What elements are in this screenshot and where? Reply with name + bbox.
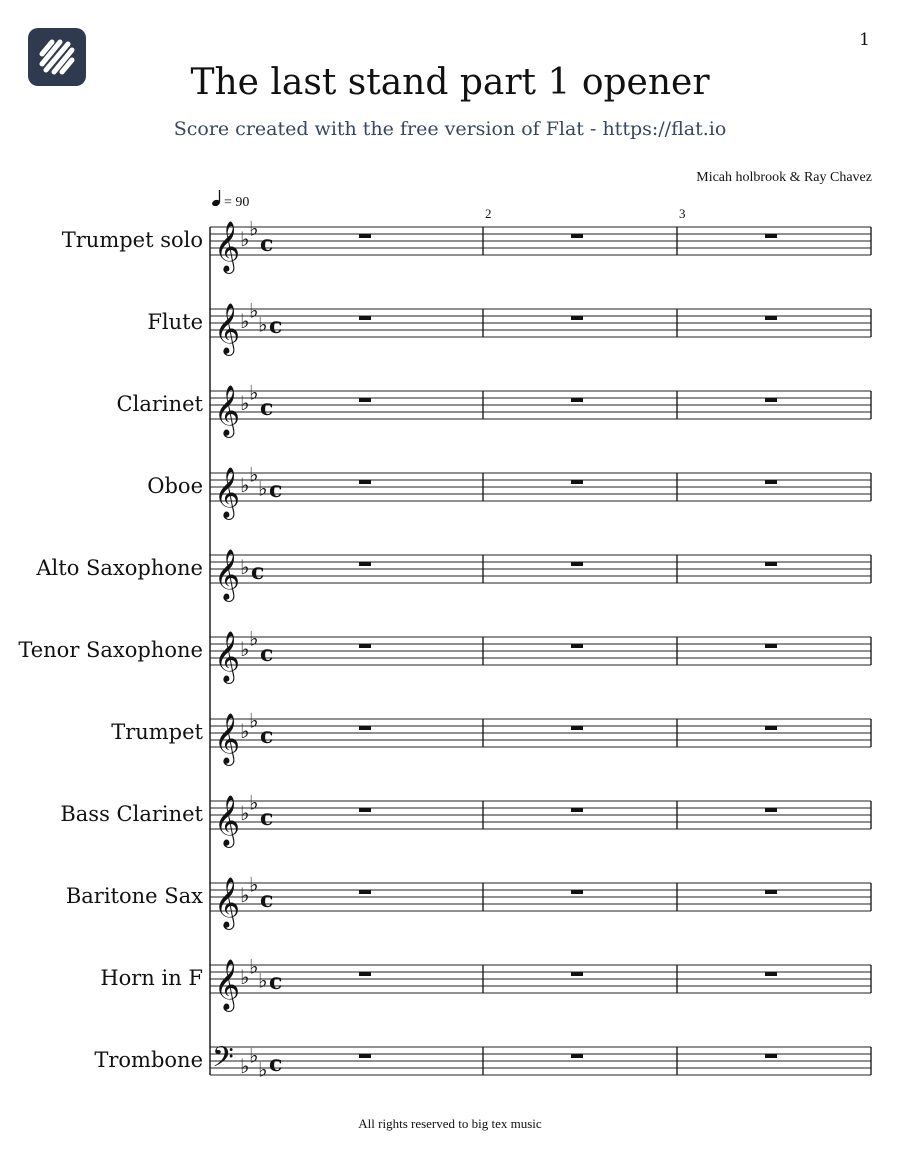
common-time-icon: c [269,1051,283,1077]
flat-icon: ♭ [249,216,259,241]
whole-rest-icon [571,644,583,648]
footer-copyright: All rights reserved to big tex music [358,1116,542,1131]
instrument-label: Trombone [94,1048,203,1072]
bass-clef-icon: 𝄢 [212,1041,234,1081]
whole-rest-icon [571,1054,583,1058]
score-title: The last stand part 1 opener [190,62,710,103]
flat-icon: ♭ [258,968,268,993]
treble-clef-icon: 𝄞 [214,467,241,518]
flat-icon: ♭ [240,883,250,907]
flat-icon: ♭ [258,476,268,501]
whole-rest-icon [571,808,583,812]
treble-clef-icon: 𝄞 [214,713,241,764]
common-time-icon: c [260,231,274,257]
composer-credit: Micah holbrook & Ray Chavez [696,170,872,185]
common-time-icon: c [269,477,283,503]
whole-rest-icon [359,1054,371,1058]
whole-rest-icon [765,480,777,484]
treble-clef-icon: 𝄞 [214,385,241,436]
whole-rest-icon [571,972,583,976]
flat-icon: ♭ [249,790,259,815]
flat-icon: ♭ [240,473,250,497]
common-time-icon: c [260,887,274,913]
treble-clef-icon: 𝄞 [214,795,241,846]
treble-clef-icon: 𝄞 [214,221,241,272]
common-time-icon: c [269,969,283,995]
whole-rest-icon [765,890,777,894]
flat-icon: ♭ [240,309,250,333]
tempo-value: = 90 [224,195,250,210]
whole-rest-icon [765,562,777,566]
whole-rest-icon [765,726,777,730]
flat-icon: ♭ [240,801,250,825]
whole-rest-icon [765,808,777,812]
whole-rest-icon [359,644,371,648]
whole-rest-icon [765,972,777,976]
common-time-icon: c [260,395,274,421]
flat-icon: ♭ [249,1043,259,1068]
whole-rest-icon [571,398,583,402]
whole-rest-icon [571,234,583,238]
instrument-label: Bass Clarinet [60,802,203,826]
score-subtitle: Score created with the free version of Flat - https://flat.io [173,118,727,140]
measure-number-2: 2 [485,206,492,221]
flat-icon: ♭ [240,965,250,989]
flat-icon: ♭ [249,708,259,733]
flat-icon: ♭ [249,954,259,979]
treble-clef-icon: 𝄞 [214,631,241,682]
flat-icon: ♭ [249,380,259,405]
whole-rest-icon [359,316,371,320]
treble-clef-icon: 𝄞 [214,549,241,600]
flat-icon: ♭ [249,626,259,651]
whole-rest-icon [765,316,777,320]
whole-rest-icon [359,562,371,566]
whole-rest-icon [571,480,583,484]
whole-rest-icon [765,398,777,402]
flat-icon: ♭ [240,391,250,415]
whole-rest-icon [359,726,371,730]
whole-rest-icon [571,726,583,730]
instrument-label: Oboe [147,474,203,498]
common-time-icon: c [260,805,274,831]
measure-number-3: 3 [679,206,686,221]
common-time-icon: c [260,723,274,749]
whole-rest-icon [765,644,777,648]
instrument-label: Tenor Saxophone [18,638,203,662]
common-time-icon: c [269,313,283,339]
flat-icon: ♭ [240,227,250,251]
instrument-label: Clarinet [116,392,203,416]
common-time-icon: c [251,559,265,585]
whole-rest-icon [359,234,371,238]
whole-rest-icon [571,890,583,894]
whole-rest-icon [571,316,583,320]
instrument-label: Baritone Sax [65,884,203,908]
flat-icon: ♭ [258,312,268,337]
flat-icon: ♭ [240,1054,250,1078]
flat-icon: ♭ [240,555,250,579]
flat-icon: ♭ [240,719,250,743]
treble-clef-icon: 𝄞 [214,877,241,928]
whole-rest-icon [359,972,371,976]
whole-rest-icon [359,890,371,894]
common-time-icon: c [260,641,274,667]
whole-rest-icon [359,398,371,402]
whole-rest-icon [359,480,371,484]
flat-icon: ♭ [249,872,259,897]
whole-rest-icon [765,1054,777,1058]
instrument-label: Horn in F [100,966,203,990]
flat-icon: ♭ [249,462,259,487]
whole-rest-icon [359,808,371,812]
treble-clef-icon: 𝄞 [214,959,241,1010]
flat-icon: ♭ [258,1057,268,1082]
instrument-label: Trumpet [111,720,203,744]
instrument-label: Trumpet solo [61,228,203,252]
treble-clef-icon: 𝄞 [214,303,241,354]
instrument-label: Flute [147,310,203,334]
whole-rest-icon [765,234,777,238]
page-number: 1 [859,30,870,50]
flat-icon: ♭ [240,637,250,661]
instrument-label: Alto Saxophone [36,556,203,580]
flat-icon: ♭ [249,298,259,323]
whole-rest-icon [571,562,583,566]
